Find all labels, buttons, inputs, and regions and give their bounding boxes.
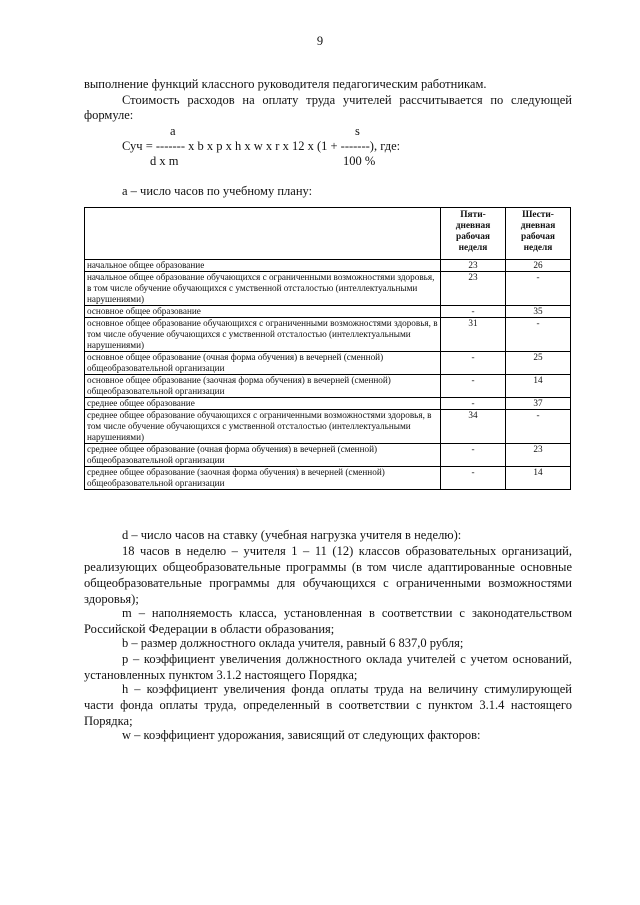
row-label: начальное общее образование bbox=[85, 260, 441, 272]
row-label: основное общее образование (заочная форма обучения) в вечерней (сменной) общеобразовательной организации bbox=[85, 375, 441, 398]
five-day-value: 31 bbox=[441, 318, 506, 352]
formula-numerator-s: s bbox=[355, 124, 360, 138]
table-row bbox=[85, 318, 571, 352]
page-number: 9 bbox=[316, 34, 324, 48]
five-day-value: - bbox=[441, 352, 506, 375]
row-label: среднее общее образование обучающихся с ограниченными возможностями здоровья, в том числе обучение обучающихся с умственной отсталостью (интеллектуальными нарушениями) bbox=[85, 410, 441, 444]
m-definition: m – наполняемость класса, установленная в соответствии с законодательством Российской Федерации в области образования; bbox=[84, 606, 572, 636]
table-row bbox=[85, 260, 571, 272]
five-day-value: 23 bbox=[441, 272, 506, 306]
six-day-value: - bbox=[506, 410, 571, 444]
six-day-value: 23 bbox=[506, 444, 571, 467]
five-day-value: - bbox=[441, 444, 506, 467]
formula-main: Суч = ------- х b х p х h х w х r х 12 х (1 + -------), где: bbox=[122, 139, 401, 153]
h-definition: h – коэффициент увеличения фонда оплаты труда на величину стимулирующей части фонда оплаты труда, определенный в соответствии с пунктом 3.1.4 настоящего Порядка; bbox=[84, 682, 572, 728]
six-day-value: 37 bbox=[506, 398, 571, 410]
five-day-value: 34 bbox=[441, 410, 506, 444]
b-definition: b – размер должностного оклада учителя, равный 6 837,0 рубля; bbox=[122, 636, 464, 650]
header-six-day: Шести- дневная рабочая неделя bbox=[506, 208, 571, 260]
p-definition: p – коэффициент увеличения должностного оклада учителей с учетом оснований, установленных пунктом 3.1.2 настоящего Порядка; bbox=[84, 652, 572, 682]
formula-denominator-dm: d х m bbox=[150, 154, 179, 168]
row-label: основное общее образование bbox=[85, 306, 441, 318]
five-day-value: - bbox=[441, 375, 506, 398]
table-row bbox=[85, 272, 571, 306]
table-row bbox=[85, 410, 571, 444]
six-day-value: - bbox=[506, 318, 571, 352]
six-day-value: 35 bbox=[506, 306, 571, 318]
row-label: среднее общее образование (заочная форма обучения) в вечерней (сменной) общеобразовательной организации bbox=[85, 467, 441, 490]
row-label: среднее общее образование (очная форма обучения) в вечерней (сменной) общеобразовательной организации bbox=[85, 444, 441, 467]
six-day-value: 14 bbox=[506, 467, 571, 490]
six-day-value: 25 bbox=[506, 352, 571, 375]
row-label: основное общее образование (очная форма обучения) в вечерней (сменной) общеобразовательной организации bbox=[85, 352, 441, 375]
six-day-value: 14 bbox=[506, 375, 571, 398]
row-label: начальное общее образование обучающихся с ограниченными возможностями здоровья, в том числе обучение обучающихся с умственной отсталостью (интеллектуальными нарушениями) bbox=[85, 272, 441, 306]
intro-line-3: формуле: bbox=[84, 108, 134, 122]
five-day-value: - bbox=[441, 306, 506, 318]
hours-definition: 18 часов в неделю – учителя 1 – 11 (12) классов образовательных организаций, реализующих общеобразовательные программы (в том числе адаптированные основные общеобразовательные программы для обучающихся с ограниченными возможностями здоровья); bbox=[84, 544, 572, 606]
intro-line-1: выполнение функций классного руководителя педагогическим работникам. bbox=[84, 77, 487, 91]
d-definition: d – число часов на ставку (учебная нагрузка учителя в неделю): bbox=[122, 528, 462, 542]
table-row bbox=[85, 375, 571, 398]
table-row bbox=[85, 352, 571, 375]
header-five-day: Пяти- дневная рабочая неделя bbox=[441, 208, 506, 260]
row-label: среднее общее образование bbox=[85, 398, 441, 410]
six-day-value: - bbox=[506, 272, 571, 306]
table-header-row bbox=[85, 208, 571, 260]
table-row bbox=[85, 398, 571, 410]
five-day-value: - bbox=[441, 467, 506, 490]
five-day-value: 23 bbox=[441, 260, 506, 272]
five-day-value: - bbox=[441, 398, 506, 410]
w-definition: w – коэффициент удорожания, зависящий от следующих факторов: bbox=[122, 728, 481, 742]
row-label: основное общее образование обучающихся с ограниченными возможностями здоровья, в том числе обучение обучающихся с умственной отсталостью (интеллектуальными нарушениями) bbox=[85, 318, 441, 352]
a-definition: a – число часов по учебному плану: bbox=[122, 184, 313, 198]
table-row bbox=[85, 467, 571, 490]
hours-table bbox=[84, 207, 571, 490]
header-empty bbox=[85, 208, 441, 260]
formula-denominator-pct: 100 % bbox=[343, 154, 376, 168]
intro-line-2: Стоимость расходов на оплату труда учителей рассчитывается по следующей bbox=[122, 93, 572, 107]
six-day-value: 26 bbox=[506, 260, 571, 272]
table-row bbox=[85, 306, 571, 318]
formula-numerator-a: a bbox=[170, 124, 176, 138]
table-row bbox=[85, 444, 571, 467]
